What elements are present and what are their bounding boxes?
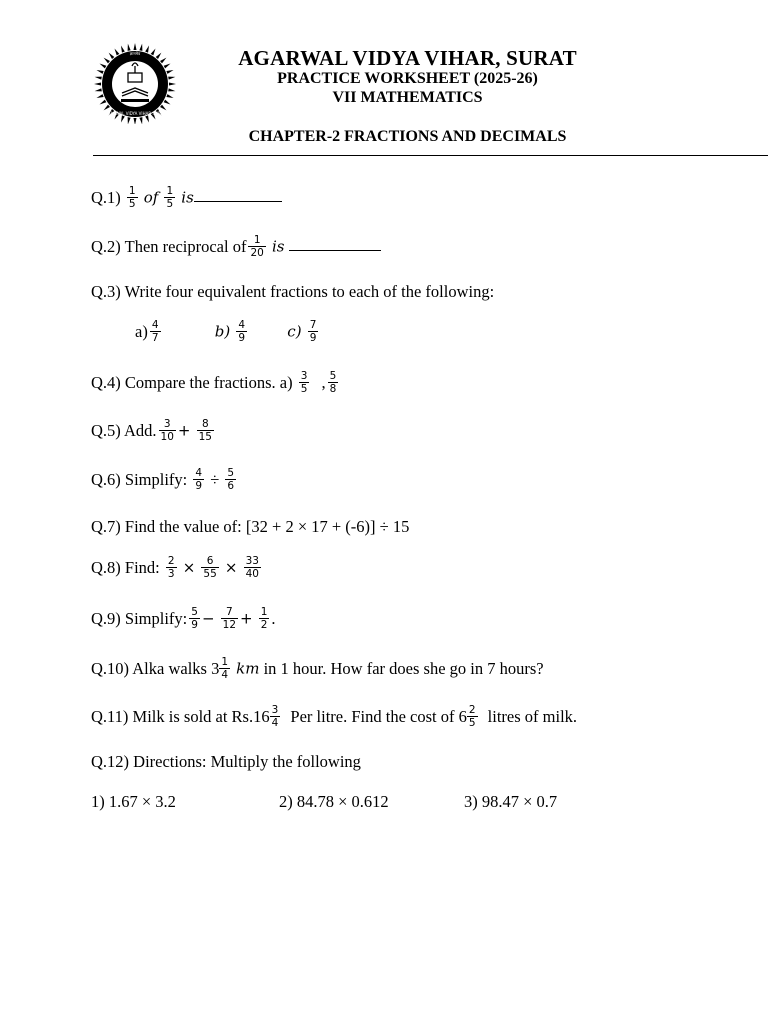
fraction: $\frac{5}{6}$ (227, 467, 235, 493)
answer-blank (289, 249, 381, 251)
logo-ray (121, 115, 125, 122)
logo-ray (121, 45, 125, 52)
fraction: $\frac{4}{9}$ (195, 467, 203, 493)
logo-ray (145, 45, 149, 52)
minus-operator: − (201, 609, 215, 628)
logo-motto: ज्ञानमेव (129, 51, 141, 56)
fraction: $\frac{2}{5}$ (468, 704, 476, 730)
worksheet-title: PRACTICE WORKSHEET (2025-26) (277, 70, 538, 87)
question-3 (91, 283, 494, 300)
logo-ray (94, 82, 101, 85)
q11-suffix: litres of milk. (487, 706, 578, 726)
q6-label: Q.6) Simplify: (91, 469, 188, 489)
logo-ray (128, 117, 131, 124)
logo-ray (166, 94, 173, 98)
question-8 (91, 556, 263, 580)
q11-prefix: Q.11) Milk is sold at Rs.16 (91, 706, 270, 726)
divide-operator: ÷ (210, 469, 220, 489)
logo-ray (139, 44, 142, 51)
logo-ray (160, 105, 166, 111)
logo-ray (104, 58, 110, 64)
fraction: $\frac{1}{2}$ (260, 606, 268, 632)
logo-ray (139, 117, 142, 124)
q4-label: Q.4) Compare the fractions. (91, 372, 276, 392)
fraction: $\frac{1}{4}$ (221, 656, 229, 682)
fraction: $\frac{1}{20}$ (250, 234, 264, 260)
q1-is: is (181, 188, 194, 207)
multiply-part-2: 2) 84.78 × 0.612 (279, 792, 389, 811)
fraction: $\frac{33}{40}$ (245, 555, 259, 581)
q9-label: Q.9) Simplify: (91, 608, 188, 628)
fraction: $\frac{1}{5}$ (128, 185, 136, 211)
logo-ray (164, 64, 171, 69)
header-divider (93, 155, 768, 156)
fraction: $\frac{8}{15}$ (198, 418, 212, 444)
question-11 (91, 705, 577, 729)
q4-part-a: a) (279, 372, 293, 392)
fraction: $\frac{7}{12}$ (222, 606, 237, 632)
logo-ray (169, 82, 176, 85)
logo-text: AGARWAL VIDYA VIHAR SURAT (104, 111, 166, 116)
question-10 (91, 657, 544, 681)
logo-ray (96, 70, 103, 74)
logo-ray (168, 77, 175, 80)
question-5 (91, 419, 216, 443)
multiply-operator: × (182, 558, 196, 577)
logo-ray (99, 64, 106, 69)
q4-separator: , (321, 372, 326, 392)
q3-part-b: b) (214, 322, 231, 341)
question-6 (91, 468, 238, 492)
fraction: $\frac{4}{9}$ (238, 319, 246, 345)
question-12: Q.12) Directions: Multiply the following (91, 752, 361, 771)
chapter-title: CHAPTER-2 FRACTIONS AND DECIMALS (248, 128, 567, 145)
school-logo (93, 40, 177, 124)
logo-ray (109, 53, 115, 59)
answer-blank (194, 200, 282, 202)
q2-is: is (271, 237, 285, 256)
logo-ray (164, 100, 171, 105)
logo-ray (104, 105, 110, 111)
question-2 (91, 235, 381, 259)
fraction: $\frac{3}{10}$ (160, 418, 174, 444)
fraction: $\frac{5}{9}$ (191, 606, 198, 632)
q8-label: Q.8) Find: (91, 557, 160, 577)
school-name: AGARWAL VIDYA VIHAR, SURAT (238, 46, 577, 70)
q11-middle: Per litre. Find the cost of 6 (290, 706, 467, 726)
logo-ray (128, 44, 131, 51)
logo-ray (151, 48, 156, 55)
fraction: $\frac{3}{5}$ (300, 370, 308, 396)
fraction: $\frac{6}{55}$ (203, 555, 217, 581)
logo-ray (133, 43, 136, 50)
logo-ray (95, 77, 102, 80)
logo-ray (133, 118, 136, 124)
q3-part-c: c) (287, 322, 302, 341)
plus-operator: + (177, 421, 191, 440)
q10-unit: km (236, 659, 260, 678)
q3-part-a: a) (135, 321, 148, 341)
logo-ray (95, 88, 102, 91)
question-7: Q.7) Find the value of: [32 + 2 × 17 + (-6)] ÷ 15 (91, 517, 410, 536)
q10-suffix: in 1 hour. How far does she go in 7 hours? (263, 658, 544, 678)
multiply-part-1: 1) 1.67 × 3.2 (91, 792, 176, 811)
fraction: $\frac{5}{8}$ (329, 370, 337, 396)
question-3-parts (135, 320, 320, 344)
fraction: $\frac{1}{5}$ (166, 185, 174, 211)
question-1 (91, 186, 282, 210)
multiply-operator: × (224, 558, 238, 577)
question-9 (91, 607, 276, 631)
logo-ray (115, 48, 120, 55)
subject-title: VII MATHEMATICS (332, 89, 483, 106)
logo-ray (99, 100, 106, 105)
fraction: $\frac{4}{7}$ (151, 319, 159, 345)
q3-label: Q.3) Write four equivalent fractions to each of the following: (91, 281, 495, 301)
logo-ray (160, 58, 166, 64)
logo-ray (145, 115, 149, 122)
q9-end: . (271, 608, 276, 628)
logo-ray (166, 70, 173, 74)
q1-label: Q.1) (91, 187, 121, 207)
q2-label: Q.2) Then reciprocal of (91, 236, 247, 256)
logo-ray (168, 88, 175, 91)
fraction: $\frac{7}{9}$ (309, 319, 317, 345)
logo-ray (96, 94, 103, 98)
q10-prefix: Q.10) Alka walks 3 (91, 658, 220, 678)
fraction: $\frac{3}{4}$ (271, 704, 279, 730)
multiply-part-3: 3) 98.47 × 0.7 (464, 792, 558, 811)
q1-of: of (143, 188, 159, 207)
fraction: $\frac{2}{3}$ (167, 555, 175, 581)
plus-operator: + (240, 609, 253, 628)
logo-ray (156, 53, 162, 59)
question-4 (91, 371, 340, 395)
q5-label: Q.5) Add. (91, 420, 157, 440)
